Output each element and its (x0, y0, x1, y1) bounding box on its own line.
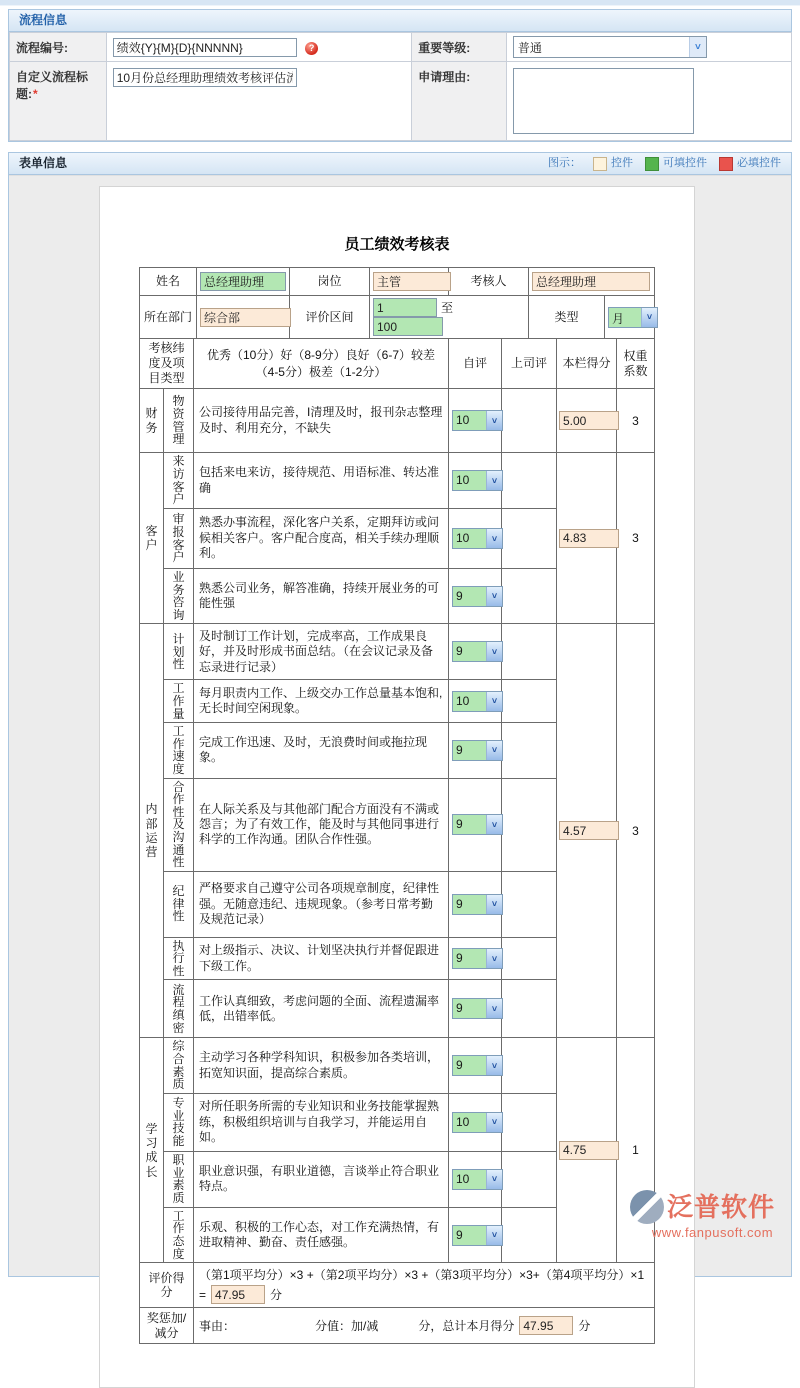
chevron-down-icon: ˅ (486, 1226, 502, 1245)
process-info-title: 流程信息 (19, 13, 68, 27)
item-label: 纪律性 (163, 871, 193, 937)
item-label: 执行性 (163, 937, 193, 980)
fillable-control-swatch (645, 157, 659, 171)
boss-score-cell (502, 569, 557, 624)
fanpu-logo-icon (630, 1190, 664, 1224)
chevron-down-icon: ˅ (486, 587, 502, 606)
table-row (139, 1263, 654, 1308)
table-row (139, 389, 654, 453)
priority-value: 普通 (517, 41, 542, 55)
chevron-down-icon: ˅ (486, 411, 502, 430)
item-label: 来访客户 (163, 453, 193, 509)
post-input[interactable] (373, 272, 451, 291)
item-desc: 职业意识强，有职业道德，言谈举止符合职业特点。 (194, 1151, 449, 1207)
self-score-select[interactable]: 9 ˅ (452, 740, 503, 761)
score-unit: 分 (270, 1288, 283, 1303)
boss-score-cell (502, 389, 557, 453)
item-label: 计划性 (163, 624, 193, 680)
self-score-select[interactable]: 10 ˅ (452, 1112, 503, 1133)
fanpu-logo (630, 1190, 795, 1240)
chevron-down-icon: ˅ (486, 1170, 502, 1189)
section-score-input[interactable] (559, 1141, 619, 1160)
item-label: 业务咨询 (163, 569, 193, 624)
control-legend (548, 153, 781, 174)
control-swatch-label: 控件 (611, 157, 633, 169)
boss-header: 上司评 (502, 339, 557, 389)
type-value: 月 (609, 308, 641, 327)
item-label: 流程缜密 (163, 980, 193, 1038)
boss-score-cell (502, 509, 557, 569)
boss-score-cell (502, 778, 557, 871)
table-row (139, 624, 654, 680)
process-no-input[interactable] (113, 38, 297, 57)
chevron-down-icon: ˅ (689, 37, 706, 57)
required-control-swatch-label: 必填控件 (737, 157, 781, 169)
item-label: 专业技能 (163, 1093, 193, 1151)
boss-score-cell (502, 871, 557, 937)
type-select[interactable] (608, 307, 658, 328)
bonus-unit: 分 (578, 1319, 591, 1334)
priority-label: 重要等级: (412, 33, 507, 62)
item-label: 职业素质 (163, 1151, 193, 1207)
assessor-label: 考核人 (449, 268, 529, 296)
item-label: 工作速度 (163, 723, 193, 778)
table-row (139, 453, 654, 509)
dimension-header: 考核纬度及项目类型 (139, 339, 193, 389)
fillable-control-swatch-label: 可填控件 (663, 157, 707, 169)
self-score-select[interactable]: 9 ˅ (452, 1225, 503, 1246)
eval-score-label: 评价得分 (139, 1263, 193, 1308)
reason-label: 申请理由: (412, 62, 507, 141)
dept-input[interactable] (200, 308, 291, 327)
boss-score-cell (502, 1151, 557, 1207)
chevron-down-icon: ˅ (486, 895, 502, 914)
boss-score-cell (502, 1038, 557, 1093)
self-score-select[interactable]: 10 ˅ (452, 410, 503, 431)
process-info-header (9, 10, 791, 32)
boss-score-cell (502, 723, 557, 778)
self-score-select[interactable]: 10 ˅ (452, 691, 503, 712)
section-weight: 3 (617, 624, 655, 1038)
sheet-info-table (139, 267, 655, 339)
boss-score-cell (502, 980, 557, 1038)
process-info-table (9, 32, 792, 141)
form-info-header (9, 153, 791, 175)
name-input[interactable] (200, 272, 286, 291)
item-desc: 在人际关系及与其他部门配合方面没有不满或怨言；为了有效工作，能及时与其他同事进行科学的工作沟通。团队合作性强。 (194, 778, 449, 871)
table-row (139, 1038, 654, 1093)
weight-header: 权重系数 (617, 339, 655, 389)
chevron-down-icon: ˅ (486, 642, 502, 661)
priority-select[interactable] (513, 36, 707, 58)
section-score-input[interactable] (559, 821, 619, 840)
form-paper (99, 186, 695, 1388)
chevron-down-icon: ˅ (486, 692, 502, 711)
form-info-section (8, 152, 792, 1340)
self-score-select[interactable]: 10 ˅ (452, 528, 503, 549)
chevron-down-icon: ˅ (486, 471, 502, 490)
section-weight: 3 (617, 453, 655, 624)
item-desc: 完成工作迅速、及时，无浪费时间或拖拉现象。 (194, 723, 449, 778)
boss-score-cell (502, 1207, 557, 1262)
item-desc: 主动学习各种学科知识，积极参加各类培训，拓宽知识面，提高综合素质。 (194, 1038, 449, 1093)
required-control-swatch (719, 157, 733, 171)
self-score-select[interactable]: 9 ˅ (452, 948, 503, 969)
eval-score-cell (194, 1263, 655, 1308)
self-score-select[interactable]: 9 ˅ (452, 586, 503, 607)
category-customer: 客户 (139, 453, 163, 624)
custom-title-label: 自定义流程标题:* (10, 62, 107, 141)
assessor-input[interactable] (532, 272, 650, 291)
self-score-select[interactable]: 9 ˅ (452, 894, 503, 915)
chevron-down-icon: ˅ (486, 741, 502, 760)
section-score-input[interactable] (559, 411, 619, 430)
range-from-input[interactable] (373, 298, 437, 317)
section-score-input[interactable] (559, 529, 619, 548)
self-score-select[interactable]: 10 ˅ (452, 470, 503, 491)
brand-name: 泛普软件 (667, 1192, 776, 1222)
boss-score-cell (502, 937, 557, 980)
top-strip (0, 0, 800, 6)
chevron-down-icon: ˅ (486, 949, 502, 968)
control-swatch (593, 157, 607, 171)
item-desc: 及时制订工作计划，完成率高，工作成果良好，并及时形成书面总结。（在会议记录及备忘录进行记录） (194, 624, 449, 680)
range-to-input[interactable] (373, 317, 443, 336)
range-to-word: 至 (441, 300, 454, 315)
required-help-icon[interactable]: ? (305, 42, 318, 55)
item-label: 综合素质 (163, 1038, 193, 1093)
eval-formula: （第1项平均分）×3 +（第2项平均分）×3 +（第3项平均分）×3+（第4项平均分）×1 (199, 1268, 645, 1283)
chevron-down-icon: ˅ (486, 1056, 502, 1075)
bonus-total-input[interactable] (519, 1316, 573, 1335)
item-label: 工作量 (163, 680, 193, 723)
item-desc: 包括来电来访，接待规范、用语标准、转达准确 (194, 453, 449, 509)
self-score-select[interactable]: 9 ˅ (452, 641, 503, 662)
item-desc: 乐观、积极的工作心态，对工作充满热情，有进取精神、勤奋、责任感强。 (194, 1207, 449, 1262)
self-score-select[interactable]: 9 ˅ (452, 814, 503, 835)
item-label: 工作态度 (163, 1207, 193, 1262)
category-internal-ops: 内部运营 (139, 624, 163, 1038)
form-info-title: 表单信息 (19, 156, 68, 170)
range-label: 评价区间 (290, 296, 370, 339)
chevron-down-icon: ˅ (486, 1113, 502, 1132)
chevron-down-icon: ˅ (641, 308, 657, 327)
brand-url: www.fanpusoft.com (651, 1225, 774, 1240)
rating-table (139, 338, 655, 1344)
process-info-section (8, 9, 792, 142)
item-desc: 熟悉办事流程，深化客户关系，定期拜访或问候相关客户。客户配合度高，相关手续办理顺利。 (194, 509, 449, 569)
bonus-reason-label: 事由： (199, 1319, 236, 1334)
process-no-label: 流程编号: (10, 33, 107, 62)
boss-score-cell (502, 624, 557, 680)
post-label: 岗位 (290, 268, 370, 296)
chevron-down-icon: ˅ (486, 999, 502, 1018)
item-label: 合作性及沟通性 (163, 778, 193, 871)
self-score-select[interactable]: 9 ˅ (452, 998, 503, 1019)
eval-score-input[interactable] (211, 1285, 265, 1304)
self-score-select[interactable]: 10 ˅ (452, 1169, 503, 1190)
custom-title-input[interactable] (113, 68, 297, 87)
category-learning-growth: 学习成长 (139, 1038, 163, 1263)
form-body (9, 175, 791, 1340)
boss-score-cell (502, 453, 557, 509)
type-label: 类型 (529, 296, 605, 339)
item-label: 审报客户 (163, 509, 193, 569)
legend-label: 图示： (548, 157, 581, 169)
table-row (139, 1308, 654, 1344)
item-desc: 每月职责内工作、上级交办工作总量基本饱和,无长时间空闲现象。 (194, 680, 449, 723)
category-finance: 财务 (139, 389, 163, 453)
section-weight: 1 (617, 1038, 655, 1263)
self-score-select[interactable]: 9 ˅ (452, 1055, 503, 1076)
bonus-cell (194, 1308, 655, 1344)
item-desc: 公司接待用品完善，I清理及时，报刊杂志整理及时、利用充分，不缺失 (194, 389, 449, 453)
scale-header: 优秀（10分）好（8-9分）良好（6-7）较差（4-5分）极差（1-2分） (194, 339, 449, 389)
equals-sign: = (199, 1287, 207, 1302)
sheet-title: 员工绩效考核表 (344, 236, 450, 253)
required-mark: * (33, 87, 38, 101)
chevron-down-icon: ˅ (486, 815, 502, 834)
col-score-header: 本栏得分 (557, 339, 617, 389)
bonus-label: 奖惩加/减分 (139, 1308, 193, 1344)
item-desc: 工作认真细致，考虑问题的全面、流程遗漏率低，出错率低。 (194, 980, 449, 1038)
item-desc: 对所任职务所需的专业知识和业务技能掌握熟练，积极组织培训与自我学习，并能运用自如。 (194, 1093, 449, 1151)
boss-score-cell (502, 680, 557, 723)
chevron-down-icon: ˅ (486, 529, 502, 548)
item-desc: 对上级指示、决议、计划坚决执行并督促跟进下级工作。 (194, 937, 449, 980)
reason-textarea[interactable] (513, 68, 694, 134)
item-desc: 熟悉公司业务，解答准确，持续开展业务的可能性强 (194, 569, 449, 624)
name-label: 姓名 (140, 268, 197, 296)
self-header: 自评 (449, 339, 502, 389)
section-weight: 3 (617, 389, 655, 453)
bonus-value-label: 分值：加/减 (315, 1319, 379, 1334)
boss-score-cell (502, 1093, 557, 1151)
dept-label: 所在部门 (140, 296, 197, 339)
item-desc: 严格要求自己遵守公司各项规章制度，纪律性强。无随意违纪、违规现象。（参考日常考勤及规范记录） (194, 871, 449, 937)
item-label: 物资管理 (163, 389, 193, 453)
bonus-total-label: 分，总计本月得分 (418, 1319, 515, 1334)
